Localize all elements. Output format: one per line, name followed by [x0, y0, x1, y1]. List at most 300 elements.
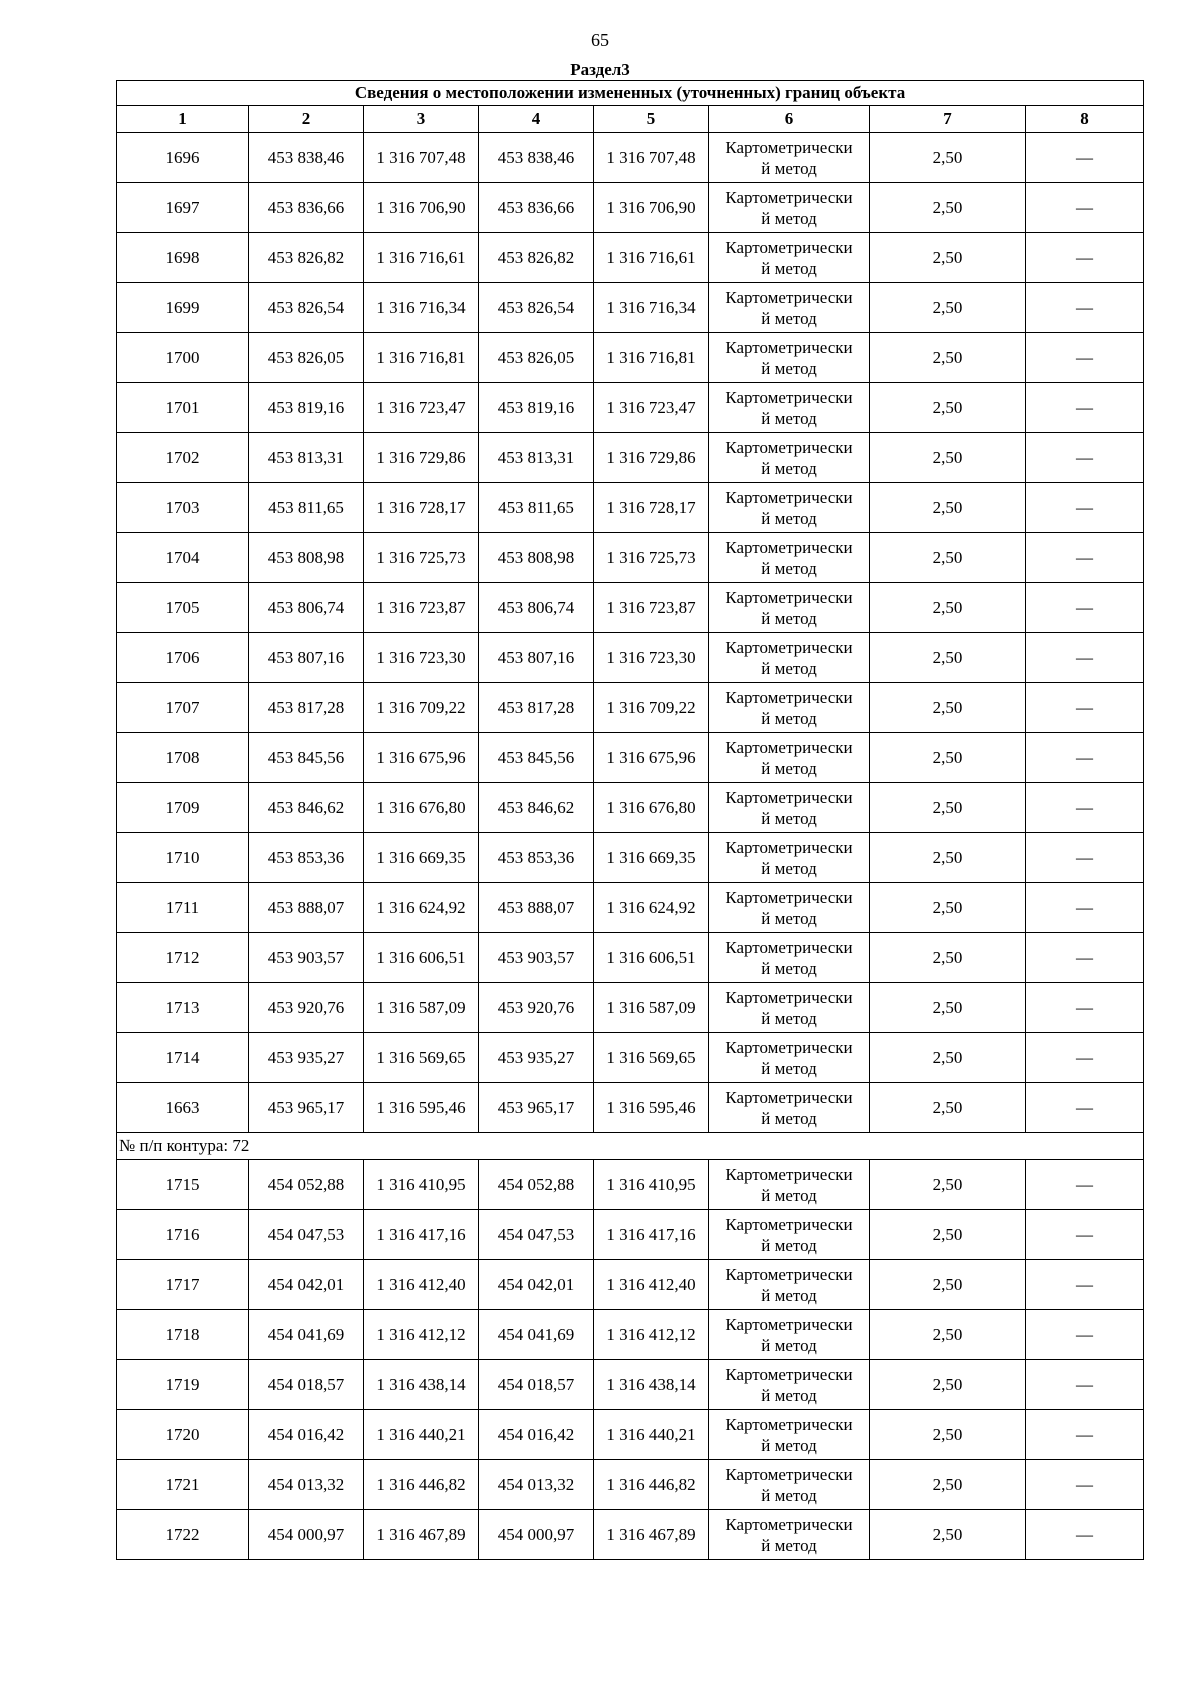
x-existing-cell: 454 042,01 — [249, 1260, 364, 1310]
description-cell — [1026, 183, 1144, 233]
table-row — [117, 283, 1144, 333]
y-existing-cell: 1 316 446,82 — [364, 1460, 479, 1510]
dash-text: — — [1076, 497, 1094, 517]
method-line-1: Картометрически — [725, 987, 853, 1007]
dash-text: — — [1076, 1524, 1094, 1544]
method-line-2: й метод — [761, 1108, 817, 1128]
x-existing-cell: 453 808,98 — [249, 533, 364, 583]
x-existing-cell: 454 052,88 — [249, 1160, 364, 1210]
x-existing-cell: 453 903,57 — [249, 933, 364, 983]
method-line-2: й метод — [761, 1058, 817, 1078]
y-new-cell: 1 316 438,14 — [594, 1360, 709, 1410]
dash-text: — — [1076, 897, 1094, 917]
method-line-1: Картометрически — [725, 287, 853, 307]
precision-cell: 2,50 — [870, 1410, 1026, 1460]
method-cell — [709, 1160, 870, 1210]
description-cell — [1026, 933, 1144, 983]
x-new-cell: 454 016,42 — [479, 1410, 594, 1460]
method-cell — [709, 433, 870, 483]
method-line-1: Картометрически — [725, 1464, 853, 1484]
method-cell — [709, 983, 870, 1033]
description-cell — [1026, 1460, 1144, 1510]
x-new-cell: 453 965,17 — [479, 1083, 594, 1133]
x-existing-cell: 454 000,97 — [249, 1510, 364, 1560]
point-number-cell: 1699 — [117, 283, 249, 333]
method-line-1: Картометрически — [725, 1087, 853, 1107]
y-existing-cell: 1 316 676,80 — [364, 783, 479, 833]
table-row — [117, 933, 1144, 983]
precision-cell: 2,50 — [870, 1360, 1026, 1410]
y-new-cell: 1 316 706,90 — [594, 183, 709, 233]
x-new-cell: 454 000,97 — [479, 1510, 594, 1560]
point-number-cell: 1707 — [117, 683, 249, 733]
x-new-cell: 453 826,82 — [479, 233, 594, 283]
table-row — [117, 533, 1144, 583]
table-row — [117, 883, 1144, 933]
method-line-1: Картометрически — [725, 487, 853, 507]
method-line-1: Картометрически — [725, 887, 853, 907]
method-line-1: Картометрически — [725, 187, 853, 207]
description-cell — [1026, 1360, 1144, 1410]
x-new-cell: 453 920,76 — [479, 983, 594, 1033]
dash-text: — — [1076, 997, 1094, 1017]
method-line-1: Картометрически — [725, 587, 853, 607]
column-number-header: 6 — [709, 106, 870, 133]
y-new-cell: 1 316 728,17 — [594, 483, 709, 533]
method-line-2: й метод — [761, 958, 817, 978]
x-new-cell: 453 807,16 — [479, 633, 594, 683]
y-new-cell: 1 316 676,80 — [594, 783, 709, 833]
x-existing-cell: 453 920,76 — [249, 983, 364, 1033]
method-line-2: й метод — [761, 758, 817, 778]
description-cell — [1026, 1160, 1144, 1210]
y-new-cell: 1 316 417,16 — [594, 1210, 709, 1260]
x-existing-cell: 453 826,05 — [249, 333, 364, 383]
dash-text: — — [1076, 647, 1094, 667]
y-existing-cell: 1 316 723,30 — [364, 633, 479, 683]
y-existing-cell: 1 316 606,51 — [364, 933, 479, 983]
x-new-cell: 454 052,88 — [479, 1160, 594, 1210]
x-new-cell: 453 846,62 — [479, 783, 594, 833]
table-row — [117, 233, 1144, 283]
y-new-cell: 1 316 707,48 — [594, 133, 709, 183]
method-cell — [709, 933, 870, 983]
precision-cell: 2,50 — [870, 483, 1026, 533]
x-existing-cell: 453 853,36 — [249, 833, 364, 883]
dash-text: — — [1076, 147, 1094, 167]
precision-cell: 2,50 — [870, 233, 1026, 283]
y-existing-cell: 1 316 417,16 — [364, 1210, 479, 1260]
method-line-1: Картометрически — [725, 1037, 853, 1057]
x-existing-cell: 453 817,28 — [249, 683, 364, 733]
y-new-cell: 1 316 412,12 — [594, 1310, 709, 1360]
method-line-1: Картометрически — [725, 1364, 853, 1384]
method-cell — [709, 533, 870, 583]
y-existing-cell: 1 316 707,48 — [364, 133, 479, 183]
x-new-cell: 453 903,57 — [479, 933, 594, 983]
method-line-2: й метод — [761, 508, 817, 528]
x-new-cell: 453 845,56 — [479, 733, 594, 783]
x-existing-cell: 453 807,16 — [249, 633, 364, 683]
precision-cell: 2,50 — [870, 1033, 1026, 1083]
method-line-2: й метод — [761, 858, 817, 878]
description-cell — [1026, 733, 1144, 783]
method-cell — [709, 183, 870, 233]
precision-cell: 2,50 — [870, 133, 1026, 183]
table-row — [117, 783, 1144, 833]
x-new-cell: 453 808,98 — [479, 533, 594, 583]
point-number-cell: 1698 — [117, 233, 249, 283]
description-cell — [1026, 133, 1144, 183]
precision-cell: 2,50 — [870, 633, 1026, 683]
dash-text: — — [1076, 847, 1094, 867]
point-number-cell: 1709 — [117, 783, 249, 833]
y-new-cell: 1 316 716,81 — [594, 333, 709, 383]
y-existing-cell: 1 316 438,14 — [364, 1360, 479, 1410]
method-line-1: Картометрически — [725, 787, 853, 807]
precision-cell: 2,50 — [870, 533, 1026, 583]
x-existing-cell: 453 845,56 — [249, 733, 364, 783]
precision-cell: 2,50 — [870, 333, 1026, 383]
description-cell — [1026, 1260, 1144, 1310]
column-number-header: 2 — [249, 106, 364, 133]
y-new-cell: 1 316 467,89 — [594, 1510, 709, 1560]
contour-row — [117, 1133, 1144, 1160]
point-number-cell: 1710 — [117, 833, 249, 883]
point-number-cell: 1705 — [117, 583, 249, 633]
dash-text: — — [1076, 697, 1094, 717]
boundary-coordinates-table — [116, 80, 1144, 1560]
dash-text: — — [1076, 397, 1094, 417]
method-line-2: й метод — [761, 158, 817, 178]
x-new-cell: 453 935,27 — [479, 1033, 594, 1083]
y-existing-cell: 1 316 412,40 — [364, 1260, 479, 1310]
method-line-1: Картометрически — [725, 637, 853, 657]
table-row — [117, 383, 1144, 433]
x-existing-cell: 453 838,46 — [249, 133, 364, 183]
column-number-header: 8 — [1026, 106, 1144, 133]
description-cell — [1026, 1033, 1144, 1083]
method-cell — [709, 1310, 870, 1360]
y-new-cell: 1 316 723,47 — [594, 383, 709, 433]
method-cell — [709, 1210, 870, 1260]
precision-cell: 2,50 — [870, 183, 1026, 233]
method-line-1: Картометрически — [725, 1264, 853, 1284]
point-number-cell: 1704 — [117, 533, 249, 583]
y-existing-cell: 1 316 709,22 — [364, 683, 479, 733]
y-existing-cell: 1 316 729,86 — [364, 433, 479, 483]
precision-cell: 2,50 — [870, 1210, 1026, 1260]
x-new-cell: 453 817,28 — [479, 683, 594, 733]
x-existing-cell: 453 888,07 — [249, 883, 364, 933]
dash-text: — — [1076, 1174, 1094, 1194]
y-new-cell: 1 316 595,46 — [594, 1083, 709, 1133]
precision-cell: 2,50 — [870, 583, 1026, 633]
precision-cell: 2,50 — [870, 1160, 1026, 1210]
method-line-2: й метод — [761, 608, 817, 628]
x-new-cell: 453 819,16 — [479, 383, 594, 433]
x-new-cell: 453 836,66 — [479, 183, 594, 233]
x-existing-cell: 453 965,17 — [249, 1083, 364, 1133]
x-existing-cell: 453 806,74 — [249, 583, 364, 633]
point-number-cell: 1712 — [117, 933, 249, 983]
x-new-cell: 454 047,53 — [479, 1210, 594, 1260]
y-existing-cell: 1 316 569,65 — [364, 1033, 479, 1083]
y-existing-cell: 1 316 410,95 — [364, 1160, 479, 1210]
description-cell — [1026, 883, 1144, 933]
column-number-header: 1 — [117, 106, 249, 133]
method-line-1: Картометрически — [725, 837, 853, 857]
method-cell — [709, 833, 870, 883]
method-cell — [709, 383, 870, 433]
method-line-2: й метод — [761, 308, 817, 328]
table-row — [117, 183, 1144, 233]
section-title: Раздел3 — [570, 60, 630, 79]
description-cell — [1026, 633, 1144, 683]
point-number-cell: 1696 — [117, 133, 249, 183]
y-new-cell: 1 316 410,95 — [594, 1160, 709, 1210]
point-number-cell: 1719 — [117, 1360, 249, 1410]
precision-cell: 2,50 — [870, 1460, 1026, 1510]
x-new-cell: 453 826,05 — [479, 333, 594, 383]
precision-cell: 2,50 — [870, 883, 1026, 933]
method-line-2: й метод — [761, 408, 817, 428]
method-cell — [709, 683, 870, 733]
description-cell — [1026, 983, 1144, 1033]
method-line-2: й метод — [761, 558, 817, 578]
table-row — [117, 583, 1144, 633]
description-cell — [1026, 583, 1144, 633]
method-line-1: Картометрически — [725, 1314, 853, 1334]
point-number-cell: 1721 — [117, 1460, 249, 1510]
y-new-cell: 1 316 723,30 — [594, 633, 709, 683]
y-existing-cell: 1 316 706,90 — [364, 183, 479, 233]
method-line-1: Картометрически — [725, 137, 853, 157]
dash-text: — — [1076, 547, 1094, 567]
x-new-cell: 453 806,74 — [479, 583, 594, 633]
y-existing-cell: 1 316 467,89 — [364, 1510, 479, 1560]
dash-text: — — [1076, 297, 1094, 317]
table-row — [117, 1083, 1144, 1133]
column-number-header: 4 — [479, 106, 594, 133]
precision-cell: 2,50 — [870, 1260, 1026, 1310]
y-new-cell: 1 316 669,35 — [594, 833, 709, 883]
precision-cell: 2,50 — [870, 933, 1026, 983]
precision-cell: 2,50 — [870, 733, 1026, 783]
precision-cell: 2,50 — [870, 983, 1026, 1033]
x-existing-cell: 454 018,57 — [249, 1360, 364, 1410]
table-row — [117, 1033, 1144, 1083]
method-line-2: й метод — [761, 708, 817, 728]
table-row — [117, 1310, 1144, 1360]
y-existing-cell: 1 316 716,34 — [364, 283, 479, 333]
x-new-cell: 453 811,65 — [479, 483, 594, 533]
method-cell — [709, 733, 870, 783]
x-new-cell: 454 042,01 — [479, 1260, 594, 1310]
description-cell — [1026, 1510, 1144, 1560]
method-cell — [709, 1360, 870, 1410]
y-new-cell: 1 316 716,61 — [594, 233, 709, 283]
precision-cell: 2,50 — [870, 683, 1026, 733]
y-existing-cell: 1 316 716,81 — [364, 333, 479, 383]
table-row — [117, 833, 1144, 883]
dash-text: — — [1076, 1097, 1094, 1117]
x-new-cell: 453 853,36 — [479, 833, 594, 883]
dash-text: — — [1076, 1274, 1094, 1294]
column-number-header: 3 — [364, 106, 479, 133]
description-cell — [1026, 533, 1144, 583]
x-existing-cell: 453 935,27 — [249, 1033, 364, 1083]
table-row — [117, 333, 1144, 383]
x-new-cell: 454 013,32 — [479, 1460, 594, 1510]
table-row — [117, 1360, 1144, 1410]
precision-cell: 2,50 — [870, 1310, 1026, 1360]
method-cell — [709, 1410, 870, 1460]
method-line-2: й метод — [761, 1008, 817, 1028]
y-existing-cell: 1 316 723,87 — [364, 583, 479, 633]
point-number-cell: 1711 — [117, 883, 249, 933]
description-cell — [1026, 483, 1144, 533]
dash-text: — — [1076, 1324, 1094, 1344]
page-number: 65 — [591, 30, 609, 50]
description-cell — [1026, 433, 1144, 483]
description-cell — [1026, 1210, 1144, 1260]
precision-cell: 2,50 — [870, 433, 1026, 483]
x-new-cell: 453 826,54 — [479, 283, 594, 333]
table-row — [117, 633, 1144, 683]
method-line-2: й метод — [761, 1385, 817, 1405]
method-line-1: Картометрически — [725, 237, 853, 257]
y-existing-cell: 1 316 716,61 — [364, 233, 479, 283]
method-line-1: Картометрически — [725, 387, 853, 407]
y-new-cell: 1 316 606,51 — [594, 933, 709, 983]
column-number-row — [117, 106, 1144, 133]
point-number-cell: 1701 — [117, 383, 249, 433]
method-line-2: й метод — [761, 1185, 817, 1205]
x-existing-cell: 454 047,53 — [249, 1210, 364, 1260]
y-new-cell: 1 316 709,22 — [594, 683, 709, 733]
point-number-cell: 1713 — [117, 983, 249, 1033]
x-existing-cell: 453 836,66 — [249, 183, 364, 233]
point-number-cell: 1717 — [117, 1260, 249, 1310]
x-new-cell: 454 041,69 — [479, 1310, 594, 1360]
y-new-cell: 1 316 569,65 — [594, 1033, 709, 1083]
dash-text: — — [1076, 247, 1094, 267]
method-cell — [709, 233, 870, 283]
method-line-2: й метод — [761, 1235, 817, 1255]
y-existing-cell: 1 316 675,96 — [364, 733, 479, 783]
x-existing-cell: 453 819,16 — [249, 383, 364, 433]
y-new-cell: 1 316 587,09 — [594, 983, 709, 1033]
table-caption: Сведения о местоположении измененных (уточненных) границ объекта — [117, 81, 1144, 106]
method-line-1: Картометрически — [725, 1514, 853, 1534]
description-cell — [1026, 233, 1144, 283]
y-existing-cell: 1 316 595,46 — [364, 1083, 479, 1133]
point-number-cell: 1720 — [117, 1410, 249, 1460]
y-new-cell: 1 316 440,21 — [594, 1410, 709, 1460]
table-row — [117, 683, 1144, 733]
x-new-cell: 453 813,31 — [479, 433, 594, 483]
method-line-2: й метод — [761, 458, 817, 478]
precision-cell: 2,50 — [870, 283, 1026, 333]
y-new-cell: 1 316 723,87 — [594, 583, 709, 633]
method-cell — [709, 783, 870, 833]
table-body — [117, 133, 1144, 1560]
y-new-cell: 1 316 412,40 — [594, 1260, 709, 1310]
precision-cell: 2,50 — [870, 383, 1026, 433]
point-number-cell: 1697 — [117, 183, 249, 233]
description-cell — [1026, 283, 1144, 333]
method-line-2: й метод — [761, 1485, 817, 1505]
method-line-1: Картометрически — [725, 1164, 853, 1184]
method-cell — [709, 1083, 870, 1133]
point-number-cell: 1663 — [117, 1083, 249, 1133]
y-new-cell: 1 316 446,82 — [594, 1460, 709, 1510]
y-new-cell: 1 316 624,92 — [594, 883, 709, 933]
dash-text: — — [1076, 597, 1094, 617]
y-existing-cell: 1 316 725,73 — [364, 533, 479, 583]
dash-text: — — [1076, 447, 1094, 467]
y-existing-cell: 1 316 723,47 — [364, 383, 479, 433]
table-row — [117, 733, 1144, 783]
method-line-2: й метод — [761, 908, 817, 928]
table-row — [117, 483, 1144, 533]
dash-text: — — [1076, 1374, 1094, 1394]
y-existing-cell: 1 316 440,21 — [364, 1410, 479, 1460]
point-number-cell: 1706 — [117, 633, 249, 683]
method-line-2: й метод — [761, 358, 817, 378]
method-cell — [709, 1460, 870, 1510]
method-line-1: Картометрически — [725, 1214, 853, 1234]
table-row — [117, 983, 1144, 1033]
table-row — [117, 1510, 1144, 1560]
dash-text: — — [1076, 197, 1094, 217]
dash-text: — — [1076, 347, 1094, 367]
column-number-header: 5 — [594, 106, 709, 133]
dash-text: — — [1076, 1224, 1094, 1244]
method-cell — [709, 1260, 870, 1310]
table-row — [117, 133, 1144, 183]
method-cell — [709, 483, 870, 533]
description-cell — [1026, 683, 1144, 733]
point-number-cell: 1708 — [117, 733, 249, 783]
description-cell — [1026, 333, 1144, 383]
method-line-1: Картометрически — [725, 437, 853, 457]
table-row — [117, 1210, 1144, 1260]
method-line-2: й метод — [761, 1335, 817, 1355]
precision-cell: 2,50 — [870, 1510, 1026, 1560]
method-line-1: Картометрически — [725, 337, 853, 357]
method-cell — [709, 283, 870, 333]
method-line-1: Картометрически — [725, 737, 853, 757]
x-existing-cell: 453 813,31 — [249, 433, 364, 483]
description-cell — [1026, 1410, 1144, 1460]
point-number-cell: 1703 — [117, 483, 249, 533]
description-cell — [1026, 383, 1144, 433]
y-existing-cell: 1 316 624,92 — [364, 883, 479, 933]
precision-cell: 2,50 — [870, 833, 1026, 883]
y-existing-cell: 1 316 412,12 — [364, 1310, 479, 1360]
column-number-header: 7 — [870, 106, 1026, 133]
point-number-cell: 1702 — [117, 433, 249, 483]
method-line-2: й метод — [761, 208, 817, 228]
point-number-cell: 1722 — [117, 1510, 249, 1560]
x-existing-cell: 454 041,69 — [249, 1310, 364, 1360]
precision-cell: 2,50 — [870, 1083, 1026, 1133]
dash-text: — — [1076, 747, 1094, 767]
method-cell — [709, 633, 870, 683]
description-cell — [1026, 833, 1144, 883]
